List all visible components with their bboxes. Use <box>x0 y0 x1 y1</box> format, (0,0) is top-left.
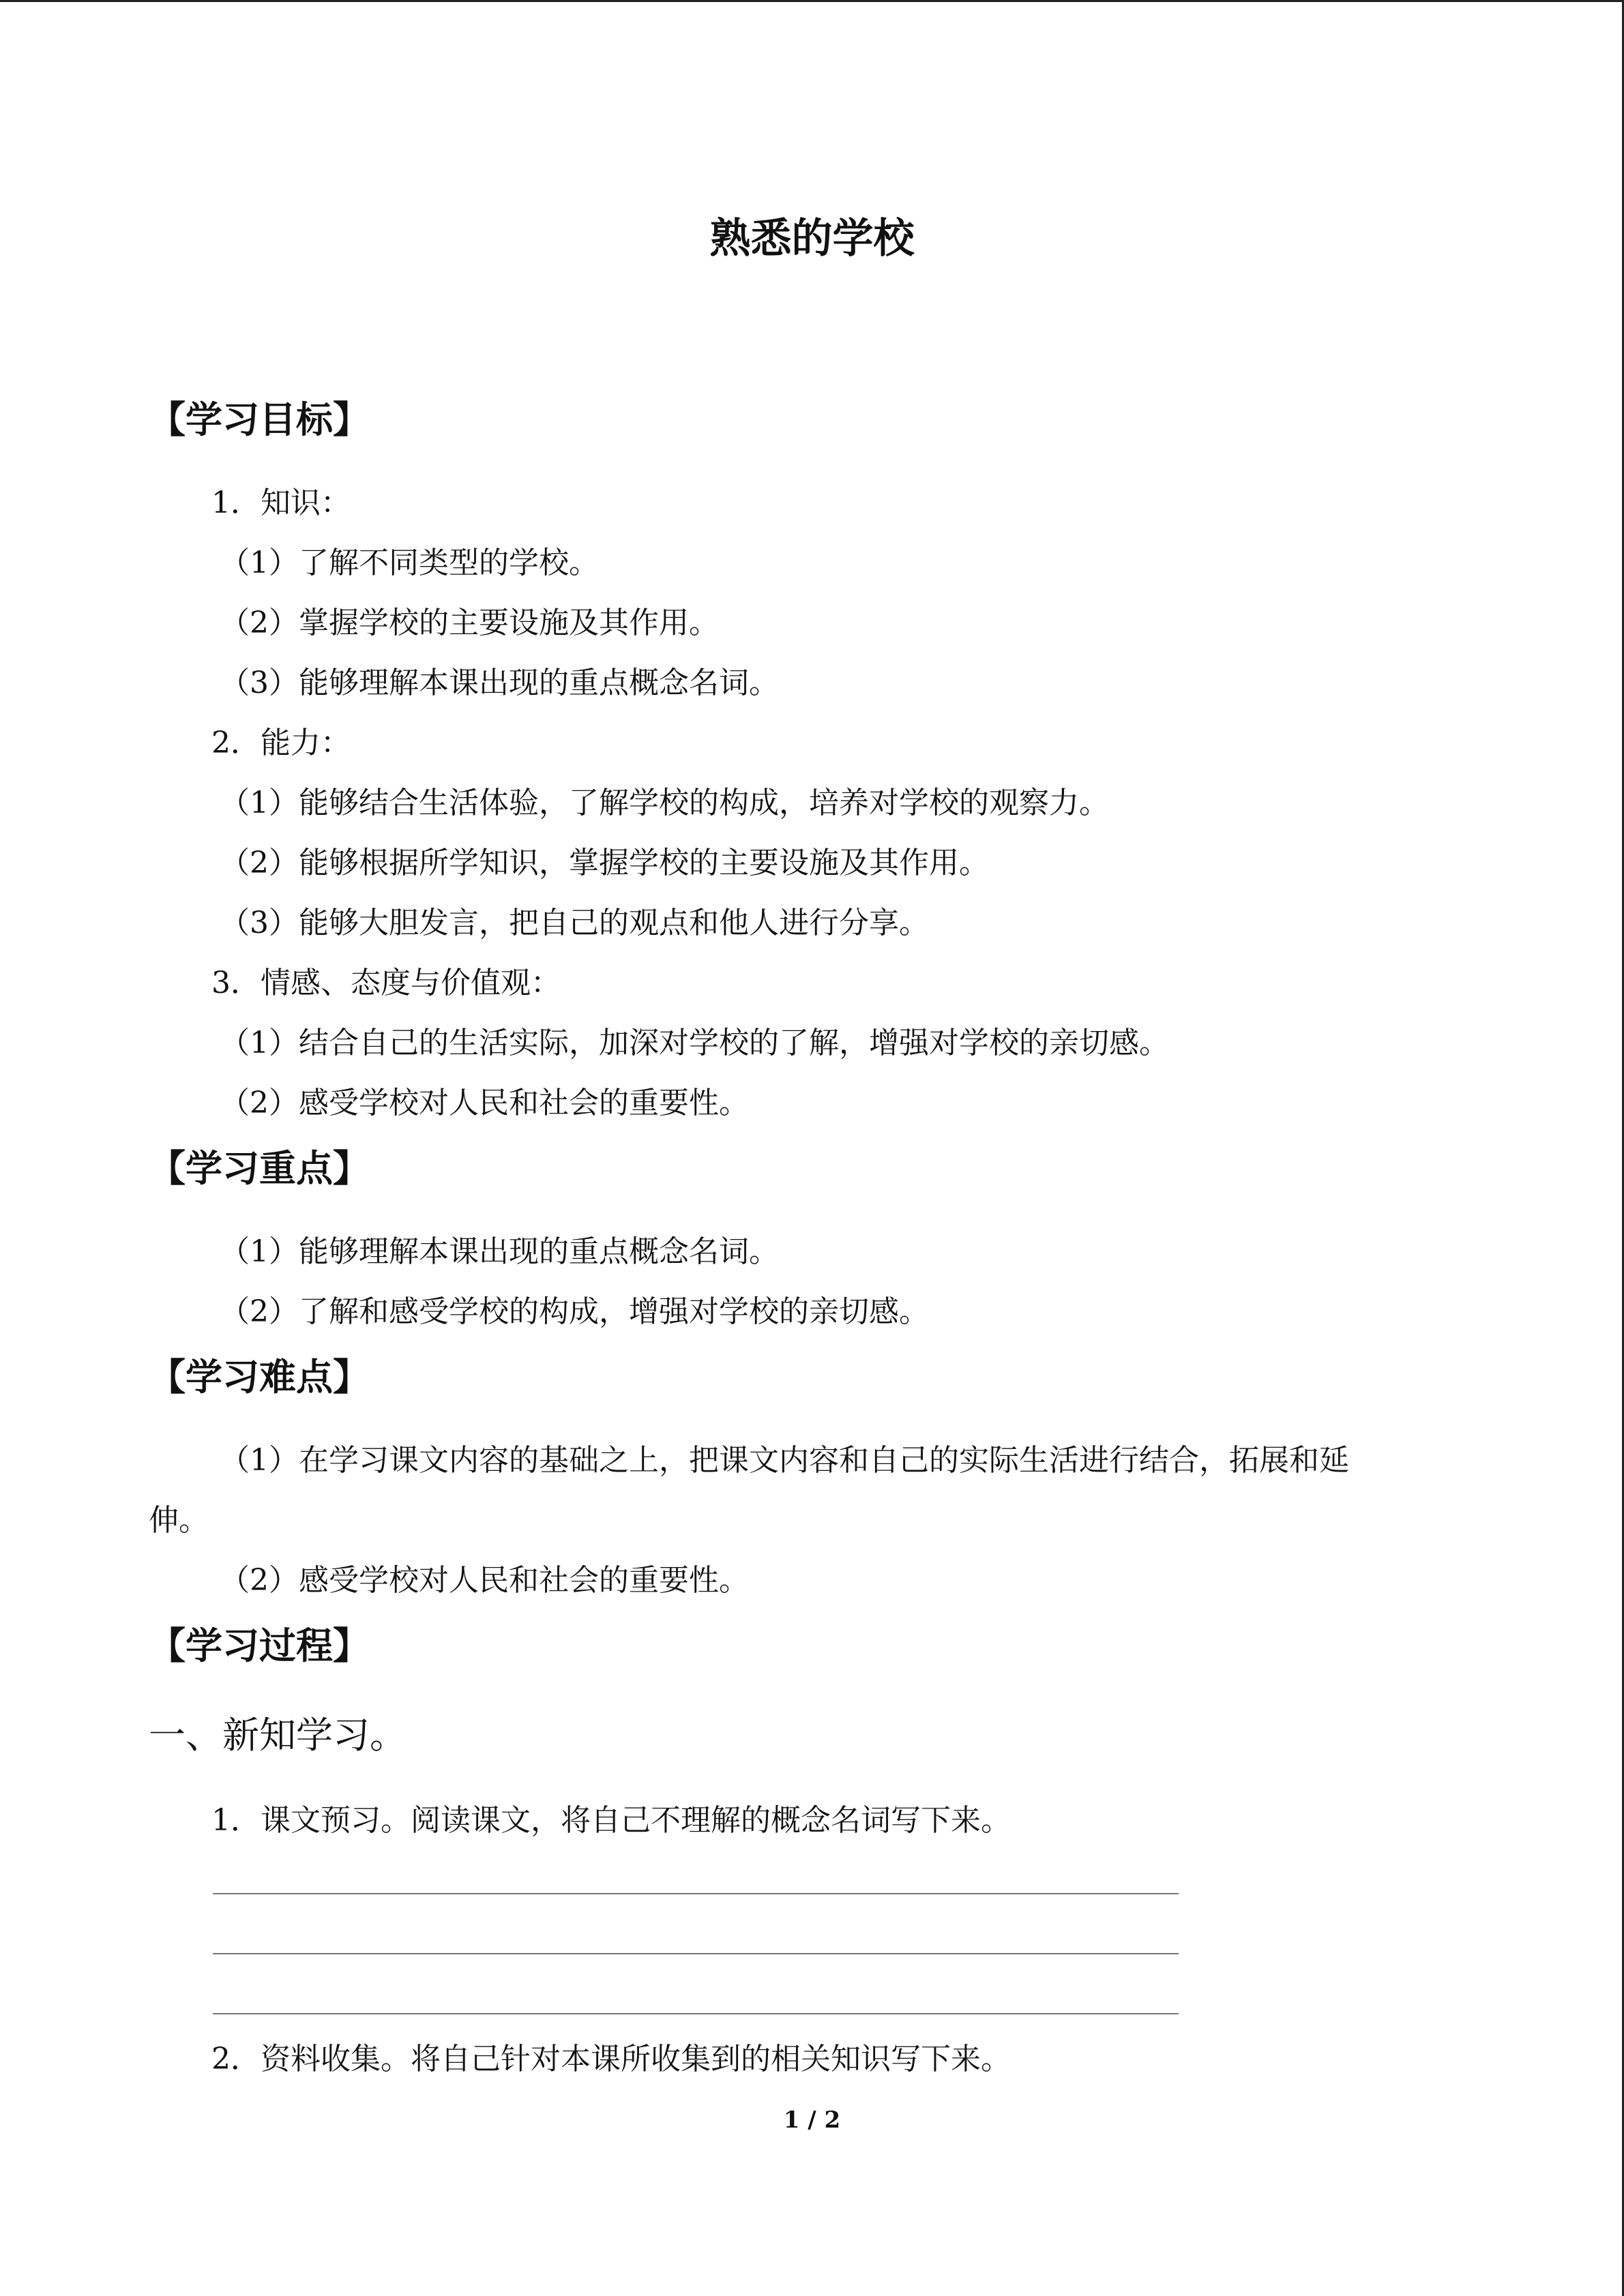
process-part1-heading: 一、新知学习。 <box>149 1714 407 1757</box>
objectives-knowledge-label: 1．知识： <box>211 486 351 520</box>
objectives-ability-item: （2）能够根据所学知识，掌握学校的主要设施及其作用。 <box>220 846 989 880</box>
key-point-item: （1）能够理解本课出现的重点概念名词。 <box>220 1234 779 1269</box>
objectives-ability-item: （3）能够大胆发言，把自己的观点和他人进行分享。 <box>220 906 929 940</box>
section-heading-process: 【学习过程】 <box>149 1624 370 1667</box>
page-border-top <box>0 0 1624 2</box>
answer-line <box>213 2013 1179 2014</box>
section-heading-objectives: 【学习目标】 <box>149 398 370 441</box>
process-task2: 2．资料收集。将自己针对本课所收集到的相关知识写下来。 <box>211 2042 1011 2076</box>
objectives-values-label: 3．情感、态度与价值观： <box>211 966 561 1000</box>
objectives-knowledge-item: （3）能够理解本课出现的重点概念名词。 <box>220 666 779 700</box>
answer-line <box>213 1953 1179 1954</box>
section-heading-difficulties: 【学习难点】 <box>149 1355 370 1399</box>
document-title: 熟悉的学校 <box>709 215 915 263</box>
page-number: 1 / 2 <box>783 2106 841 2134</box>
objectives-ability-item: （1）能够结合生活体验，了解学校的构成，培养对学校的观察力。 <box>220 786 1109 820</box>
difficulty-item: （2）感受学校对人民和社会的重要性。 <box>220 1563 749 1598</box>
key-point-item: （2）了解和感受学校的构成，增强对学校的亲切感。 <box>220 1294 929 1329</box>
objectives-ability-label: 2．能力： <box>211 726 351 760</box>
objectives-knowledge-item: （2）掌握学校的主要设施及其作用。 <box>220 606 719 640</box>
objectives-knowledge-item: （1）了解不同类型的学校。 <box>220 546 599 580</box>
answer-line <box>213 1893 1179 1894</box>
difficulty-item-continuation: 伸。 <box>149 1503 209 1538</box>
difficulty-item: （1）在学习课文内容的基础之上，把课文内容和自己的实际生活进行结合，拓展和延 <box>220 1443 1349 1478</box>
section-heading-key-points: 【学习重点】 <box>149 1146 370 1190</box>
objectives-values-item: （2）感受学校对人民和社会的重要性。 <box>220 1086 749 1120</box>
process-task1: 1．课文预习。阅读课文，将自己不理解的概念名词写下来。 <box>211 1803 1011 1838</box>
objectives-values-item: （1）结合自己的生活实际，加深对学校的了解，增强对学校的亲切感。 <box>220 1026 1169 1060</box>
